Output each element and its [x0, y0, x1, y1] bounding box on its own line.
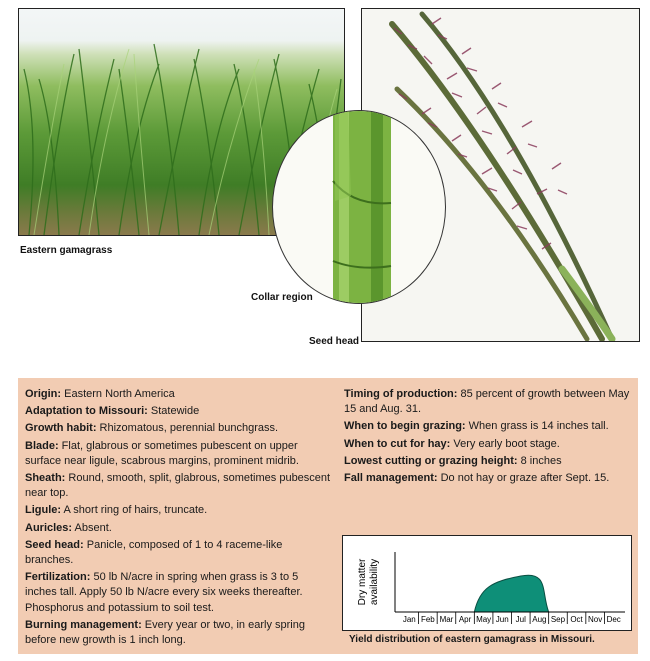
info-label: Auricles: — [25, 521, 73, 534]
info-row — [25, 618, 331, 648]
collar-region-caption: Collar region — [251, 292, 313, 303]
y-axis-label: Dry matter — [357, 558, 368, 606]
x-tick-label: Feb — [420, 615, 435, 624]
info-row — [25, 421, 331, 436]
info-row — [344, 419, 634, 434]
info-column-right — [344, 387, 634, 488]
info-label: Burning management: — [25, 618, 142, 631]
info-row — [25, 439, 331, 469]
info-text: Do not hay or graze after Sept. 15. — [437, 472, 610, 485]
x-tick-label: Oct — [570, 615, 583, 624]
info-label: Fertilization: — [25, 571, 91, 584]
info-label: Ligule: — [25, 504, 62, 517]
x-tick-label: Jan — [402, 615, 416, 624]
x-tick-label: May — [476, 615, 492, 624]
stem-graphic — [273, 111, 445, 303]
species-info-panel — [18, 378, 638, 654]
x-tick-label: Jul — [515, 615, 526, 624]
x-tick-label: Jun — [495, 615, 509, 624]
seed-head-caption: Seed head — [309, 336, 360, 347]
info-label: When to begin grazing: — [344, 420, 466, 433]
info-text: 85 percent of growth between May 15 and Aug. 31. — [344, 388, 630, 416]
info-row — [25, 521, 331, 536]
info-text: When grass is 14 inches tall. — [465, 420, 609, 433]
y-axis-label: availability — [369, 558, 380, 606]
yield-area — [474, 575, 548, 612]
info-text: Statewide — [147, 405, 200, 418]
info-label: Adaptation to Missouri: — [25, 405, 148, 418]
info-row — [25, 404, 331, 419]
info-label: Growth habit: — [25, 422, 97, 435]
grass-photo-caption: Eastern gamagrass — [20, 245, 113, 256]
info-text: Rhizomatous, perennial bunchgrass. — [96, 422, 279, 435]
x-tick-label: Apr — [458, 615, 472, 624]
info-label: When to cut for hay: — [344, 437, 451, 450]
info-label: Blade: — [25, 439, 59, 452]
yield-chart-frame — [342, 535, 632, 631]
info-label: Lowest cutting or grazing height: — [344, 454, 518, 467]
info-row — [344, 454, 634, 469]
info-row — [25, 538, 331, 568]
collar-region-photo — [272, 110, 446, 304]
info-row — [344, 437, 634, 452]
info-text: Eastern North America — [61, 388, 175, 400]
info-row — [25, 503, 331, 518]
info-row — [25, 471, 331, 501]
info-text: Absent. — [72, 521, 112, 534]
info-text: 8 inches — [517, 454, 562, 467]
x-tick-label: Dec — [606, 615, 621, 624]
info-row — [344, 471, 634, 486]
chart-caption: Yield distribution of eastern gamagrass in Missouri. — [349, 634, 595, 645]
info-label: Sheath: — [25, 472, 66, 485]
x-tick-label: Mar — [439, 615, 454, 624]
x-tick-label: Nov — [588, 615, 603, 624]
info-label: Seed head: — [25, 538, 84, 551]
info-label: Origin: — [25, 388, 62, 400]
info-text: Panicle, composed of 1 to 4 raceme-like branches. — [25, 538, 283, 567]
info-row — [25, 387, 331, 402]
info-column-left — [25, 387, 331, 650]
x-tick-label: Sep — [550, 615, 566, 624]
info-text: Round, smooth, split, glabrous, sometimes pubescent near top. — [25, 472, 331, 500]
info-row — [25, 570, 331, 616]
yield-distribution-chart — [343, 536, 631, 630]
info-label: Fall management: — [344, 472, 438, 485]
info-row — [344, 387, 634, 417]
info-text: Very early boot stage. — [450, 437, 560, 450]
x-tick-label: Aug — [532, 615, 547, 624]
info-text: 50 lb N/acre in spring when grass is 3 to 5 inches tall. Apply 50 lb N/acre every six weeks thereafter. Phosphorus and potassium to soil test. — [25, 571, 303, 614]
info-text: Flat, glabrous or sometimes pubescent on upper surface near ligule, scabrous margins, prominent midrib. — [25, 439, 299, 467]
info-text: Every year or two, in early spring before new growth is 1 inch long. — [25, 618, 305, 647]
info-text: A short ring of hairs, truncate. — [61, 504, 208, 517]
info-label: Timing of production: — [344, 388, 458, 400]
